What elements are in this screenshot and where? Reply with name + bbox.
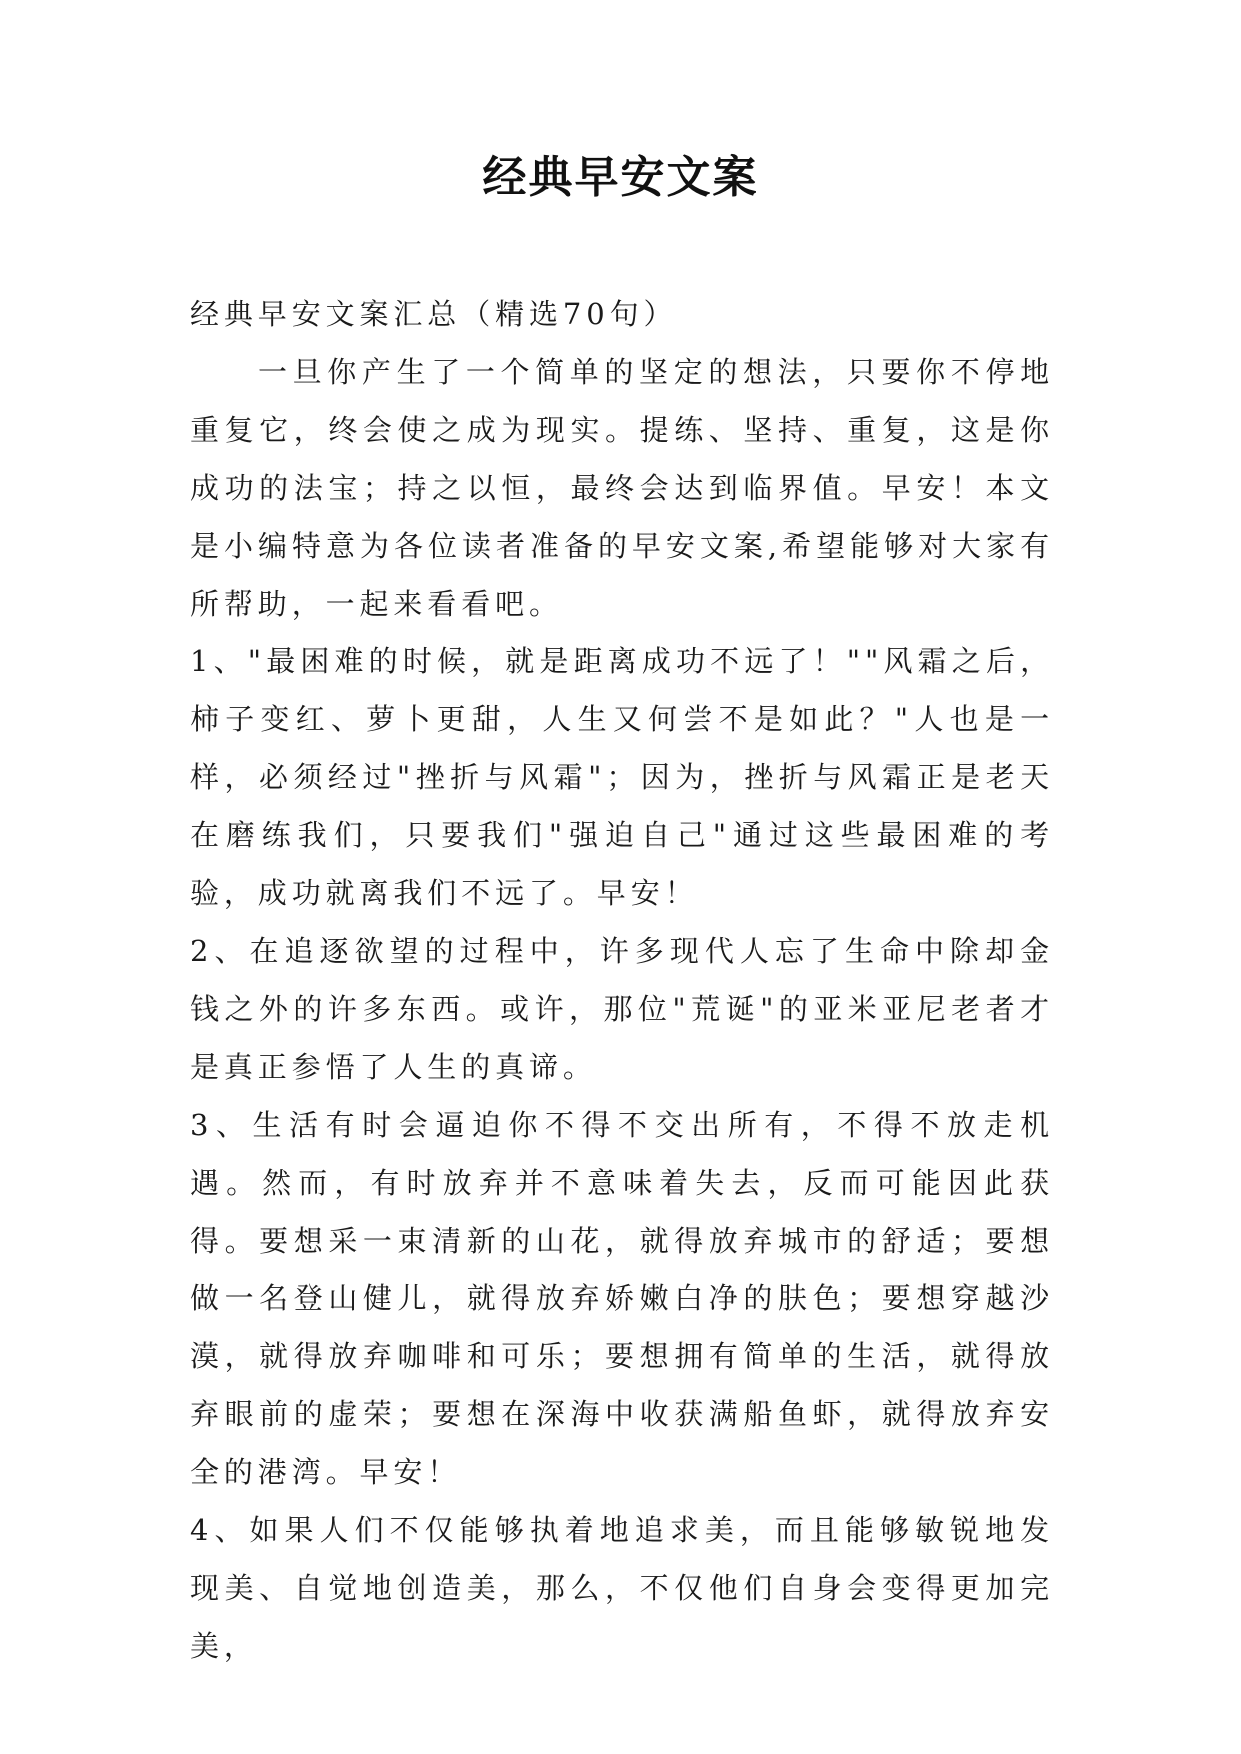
- document-title: 经典早安文案: [482, 152, 759, 203]
- intro-paragraph: 一旦你产生了一个简单的坚定的想法，只要你不停地重复它，终会使之成为现实。提练、坚持、重复，这是你成功的法宝；持之以恒，最终会达到临界值。早安！本文是小编特意为各位读者准备的早安文案,希望能够对大家有所帮助，一起来看看吧。: [190, 354, 1054, 621]
- subtitle-paragraph: 经典早安文案汇总（精选70句）: [190, 297, 678, 331]
- list-item-paragraph: 4、如果人们不仅能够执着地追求美，而且能够敏锐地发现美、自觉地创造美，那么，不仅他们自身会变得更加完美，: [190, 1513, 1054, 1663]
- list-item-paragraph: 3、生活有时会逼迫你不得不交出所有，不得不放走机遇。然而，有时放弃并不意味着失去，反而可能因此获得。要想采一束清新的山花，就得放弃城市的舒适；要想做一名登山健儿，就得放弃娇嫩白净的肤色；要想穿越沙漠，就得放弃咖啡和可乐；要想拥有简单的生活，就得放弃眼前的虚荣；要想在深海中收获满船鱼虾，就得放弃安全的港湾。早安！: [190, 1107, 1054, 1490]
- list-item-paragraph: 2、在追逐欲望的过程中，许多现代人忘了生命中除却金钱之外的许多东西。或许，那位"荒诞"的亚米亚尼老者才是真正参悟了人生的真谛。: [190, 933, 1054, 1084]
- document-body: [190, 286, 1054, 1676]
- list-item-paragraph: 1、"最困难的时候，就是距离成功不远了！""风霜之后，柿子变红、萝卜更甜，人生又何尝不是如此？"人也是一样，必须经过"挫折与风霜"；因为，挫折与风霜正是老天在磨练我们，只要我们"强迫自己"通过这些最困难的考验，成功就离我们不远了。早安！: [190, 644, 1054, 911]
